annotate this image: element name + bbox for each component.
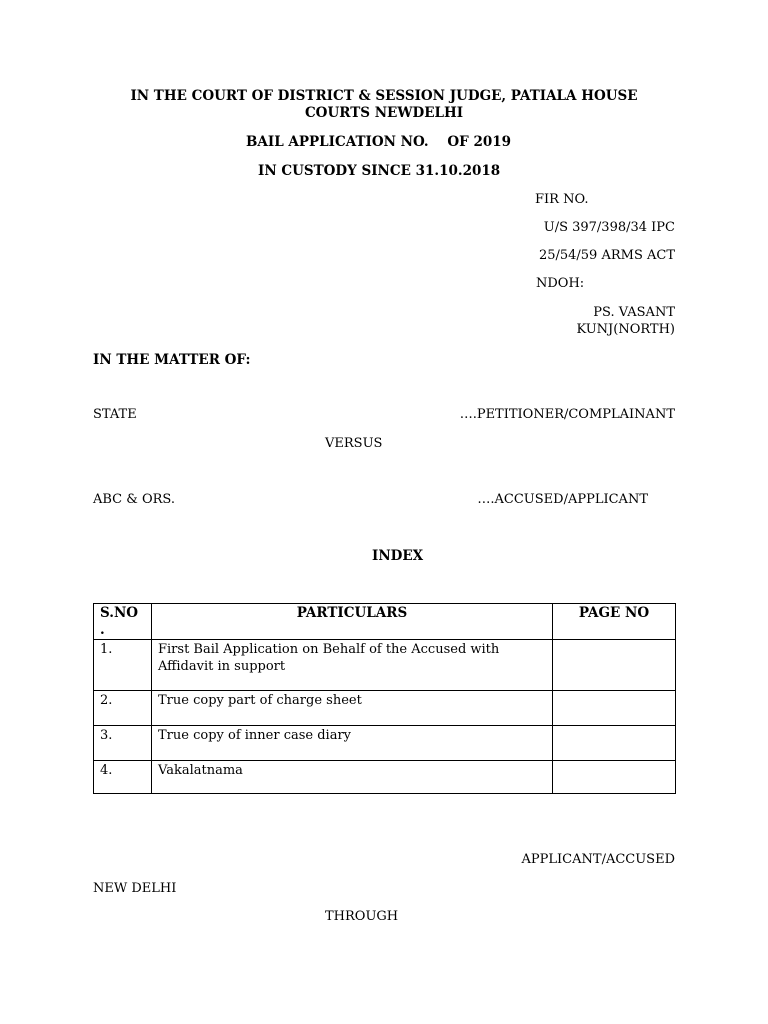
row-page bbox=[553, 726, 676, 761]
place-label: NEW DELHI bbox=[93, 881, 177, 896]
index-title: INDEX bbox=[372, 548, 424, 564]
arms-act-sections: 25/54/59 ARMS ACT bbox=[538, 248, 675, 263]
row-particulars: True copy part of charge sheet bbox=[152, 691, 553, 726]
table-row bbox=[94, 640, 676, 691]
custody-line: IN CUSTODY SINCE 31.10.2018 bbox=[258, 163, 501, 179]
fir-number: FIR NO. bbox=[535, 192, 589, 207]
police-station-line2: KUNJ(NORTH) bbox=[576, 322, 675, 337]
matter-heading: IN THE MATTER OF: bbox=[93, 352, 251, 368]
header-page-no: PAGE NO bbox=[553, 604, 676, 640]
row-page bbox=[553, 761, 676, 794]
through-label: THROUGH bbox=[325, 909, 399, 924]
table-row bbox=[94, 761, 676, 794]
ndoh-label: NDOH: bbox=[536, 276, 585, 291]
row-page bbox=[553, 691, 676, 726]
ipc-sections: U/S 397/398/34 IPC bbox=[543, 220, 675, 235]
versus-label: VERSUS bbox=[325, 436, 383, 451]
row-sno: 2. bbox=[94, 691, 152, 726]
applicant-accused-label: APPLICANT/ACCUSED bbox=[521, 852, 675, 867]
index-table bbox=[93, 603, 676, 794]
header-particulars: PARTICULARS bbox=[152, 604, 553, 640]
party-accused-role: ….ACCUSED/APPLICANT bbox=[477, 492, 648, 507]
police-station-line1: PS. VASANT bbox=[593, 305, 675, 320]
row-sno: 1. bbox=[94, 640, 152, 691]
row-sno: 4. bbox=[94, 761, 152, 794]
party-petitioner-role: ….PETITIONER/COMPLAINANT bbox=[459, 407, 675, 422]
row-page bbox=[553, 640, 676, 691]
party-petitioner-name: STATE bbox=[93, 407, 137, 422]
index-header-row bbox=[94, 604, 676, 640]
bail-application-number: BAIL APPLICATION NO. OF 2019 bbox=[246, 134, 512, 150]
row-sno: 3. bbox=[94, 726, 152, 761]
row-particulars: First Bail Application on Behalf of the Accused with Affidavit in support bbox=[152, 640, 553, 691]
table-row bbox=[94, 691, 676, 726]
court-title-line1: IN THE COURT OF DISTRICT & SESSION JUDGE, PATIALA HOUSE bbox=[130, 88, 638, 104]
party-accused-name: ABC & ORS. bbox=[93, 492, 175, 507]
court-title-line2: COURTS NEWDELHI bbox=[304, 105, 464, 121]
row-particulars: True copy of inner case diary bbox=[152, 726, 553, 761]
header-sno: S.NO . bbox=[94, 604, 152, 640]
table-row bbox=[94, 726, 676, 761]
row-particulars: Vakalatnama bbox=[152, 761, 553, 794]
